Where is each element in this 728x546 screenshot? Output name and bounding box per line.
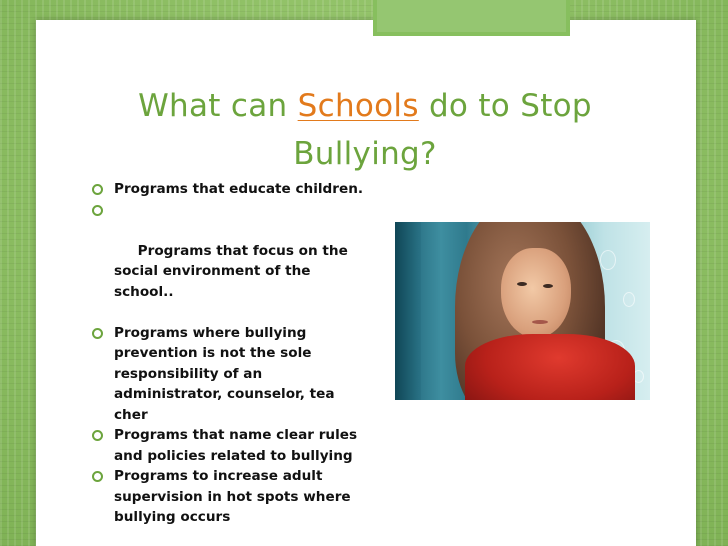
bullet-item [92,425,364,466]
bullet-item [92,466,364,528]
window-frame [395,222,421,400]
bullet-icon [92,205,103,216]
bullet-item [92,200,364,323]
bullet-icon [92,430,103,441]
rain-drop [623,292,635,307]
title-accent-word: Schools [297,88,419,124]
rain-drop [600,250,616,270]
girl-face [501,248,571,338]
bullet-text: Programs where bullying prevention is not the sole responsibility of an administrator, counselor, tea cher [114,324,335,423]
bullet-list [92,179,364,528]
bullet-item [92,323,364,426]
slide-title [97,82,633,178]
bullet-item [92,179,364,200]
bullet-text: Programs to increase adult supervision in hot spots where bullying occurs [114,468,351,525]
title-prefix: What can [138,88,298,124]
girl-photo [395,222,650,400]
girl-eye [543,284,553,288]
title-suffix: do to Stop Bullying? [293,88,592,172]
bullet-icon [92,184,103,195]
girl-mouth [532,320,548,324]
red-jacket [465,334,635,400]
bullet-text: Programs that educate children. [114,181,364,197]
bullet-icon [92,471,103,482]
slide-top-tab-decoration [373,0,570,36]
girl-eye [517,282,527,286]
bullet-icon [92,328,103,339]
bullet-text: Programs that name clear rules and policies related to bullying [114,427,358,464]
bullet-text: Programs that focus on the social environment of the school.. [114,242,353,300]
